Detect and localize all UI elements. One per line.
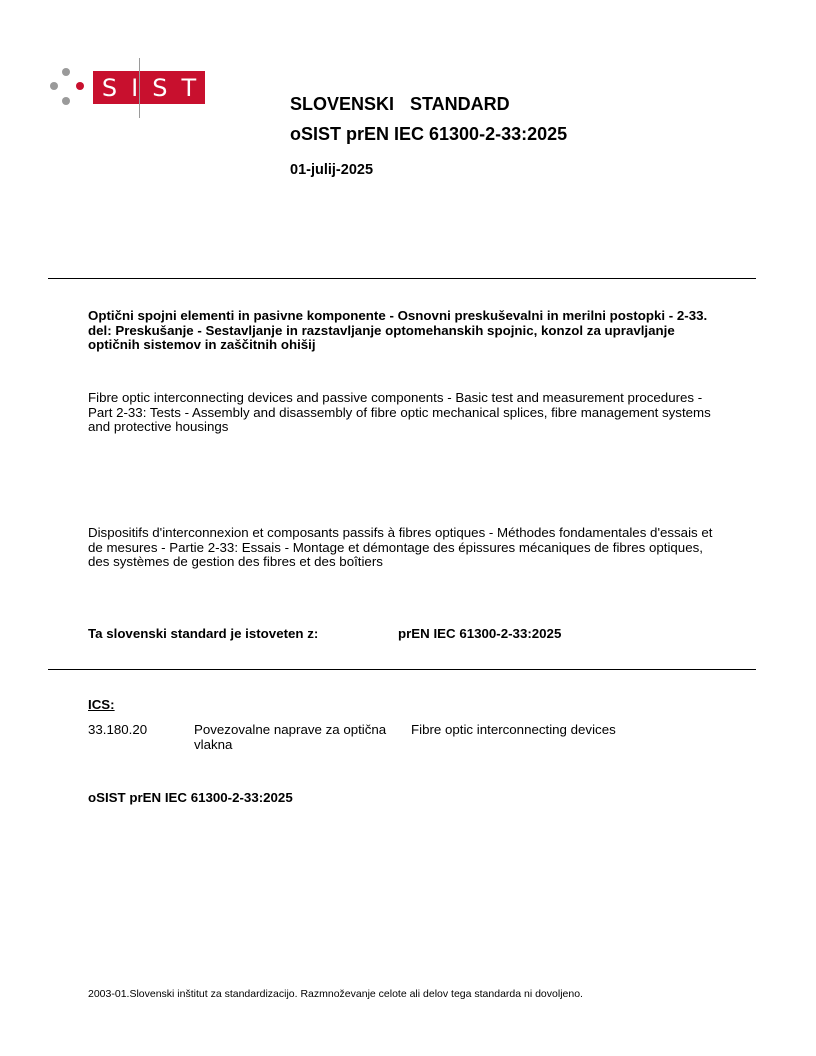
ics-description-slovenian: Povezovalne naprave za optična vlakna [194, 722, 387, 752]
logo-letter: S [101, 73, 118, 102]
logo-dot [62, 68, 70, 76]
logo-letter: S [152, 73, 168, 102]
logo-letter: T [181, 73, 197, 102]
title-english: Fibre optic interconnecting devices and passive components - Basic test and measurement procedures - Part 2-33: Tests - Assembly and disassembly of fibre optic mechanical splices, fibre management systems and protective housings [88, 390, 711, 434]
ics-code: 33.180.20 [88, 722, 148, 737]
standard-date: 01-julij-2025 [290, 162, 374, 178]
logo-dot-accent [76, 82, 84, 90]
title-french: Dispositifs d'interconnexion et composants passifs à fibres optiques - Méthodes fondamentales d'essais et de mesures - Partie 2-33: Essais - Montage et démontage des épissures mécaniques de fibres optiques, des systèmes de gestion des fibres et des boîtiers [88, 525, 713, 569]
document-code: oSIST prEN IEC 61300-2-33:2025 [88, 790, 293, 805]
ics-label: ICS: [88, 697, 115, 712]
logo-dots [48, 66, 88, 110]
logo-letter: I [131, 73, 139, 102]
logo-dot [50, 82, 58, 90]
middle-divider [48, 669, 756, 670]
logo-box [93, 71, 205, 104]
top-divider [48, 278, 756, 279]
ics-description-english: Fibre optic interconnecting devices [411, 722, 616, 737]
standard-code: oSIST prEN IEC 61300-2-33:2025 [290, 124, 568, 144]
sist-logo [48, 66, 208, 120]
standard-heading: SLOVENSKI STANDARD [290, 94, 510, 114]
logo-divider [139, 58, 140, 118]
title-slovenian: Optični spojni elementi in pasivne komponente - Osnovni preskuševalni in merilni postopki - 2-33. del: Preskušanje - Sestavljanje in razstavljanje optomehanskih spojnic, konzol za upravljanje optičnih sistemov in zaščitnih ohišij [88, 308, 708, 352]
logo-dot [62, 97, 70, 105]
identical-label: Ta slovenski standard je istoveten z: [88, 626, 319, 641]
copyright-footer: 2003-01.Slovenski inštitut za standardizacijo. Razmnoževanje celote ali delov tega standarda ni dovoljeno. [88, 988, 583, 1000]
identical-value: prEN IEC 61300-2-33:2025 [398, 626, 562, 641]
